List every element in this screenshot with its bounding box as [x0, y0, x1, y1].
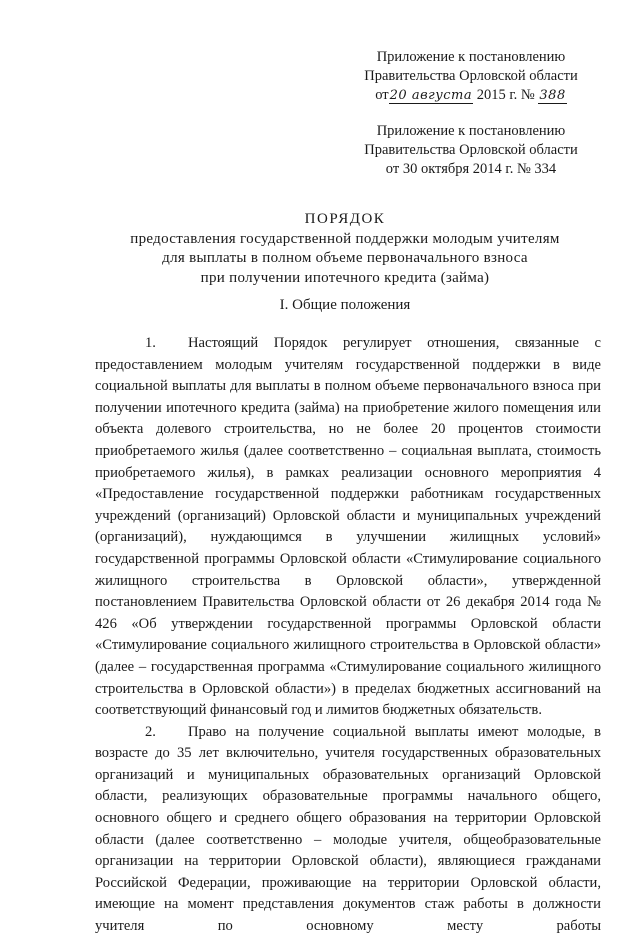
handwritten-date: 20 августа [389, 88, 473, 103]
original-approval-header [340, 122, 602, 179]
title-line-3: при получении ипотечного кредита (займа) [200, 269, 490, 286]
paragraph-2-number: 2. [145, 723, 156, 740]
handwritten-number: 388 [539, 88, 566, 103]
document-title [70, 210, 620, 288]
header-line-1: Приложение к постановлению [376, 49, 566, 65]
header2-line-2: Правительства Орловской области [364, 142, 578, 158]
paragraph-1 [95, 333, 601, 722]
header2-line-1: Приложение к постановлению [376, 123, 566, 139]
header-line-2: Правительства Орловской области [364, 68, 578, 84]
date-prefix: от [375, 87, 389, 103]
title-line-1: предоставления государственной поддержки молодым учителям [130, 230, 560, 247]
title-line-2: для выплаты в полном объеме первоначального взноса [162, 250, 528, 266]
paragraph-1-number: 1. [145, 335, 156, 351]
header2-line-3: от 30 октября 2014 г. № 334 [385, 161, 557, 177]
year-text: 2015 г. № [476, 87, 535, 103]
paragraph-2-text: Право на получение социальной выплаты имеют молодые, в возрасте до 35 лет включительно, учителя государственных образовательных организаций и муниципальных образовательных организаций Орловской области, реализующих образовательные программы начального общего, основного общего и среднего общего образования на территории Орловской области (далее соответственно – молодые учителя, общеобразовательные организации на территории Орловской области), являющиеся гражданами Российской Федерации, проживающие на территории Орловской области, имеющие на момент представления документов стаж работы в должности учителя по основному месту работы [95, 723, 601, 935]
header-date-line [340, 86, 602, 105]
document-body [95, 333, 601, 935]
section-heading: I. Общие положения [279, 297, 411, 313]
paragraph-1-text: Настоящий Порядок регулирует отношения, связанные с предоставлением молодым учителям государственной поддержки в виде социальной выплаты для выплаты в полном объеме первоначального взноса при получении ипотечного кредита (займа) на приобретение жилого помещения или объекта долевого строительства, но не более 20 процентов стоимости приобретаемого жилья (далее соответственно – социальная выплата, стоимость приобретаемого жилья), в рамках реализации основного мероприятия 4 «Предоставление государственной поддержки работникам государственных учреждений (организаций) Орловской области и муниципальных учреждений (организаций), нуждающимся в улучшении жилищных условий» государственной программы Орловской области «Стимулирование социального жилищного строительства в Орловской области», утвержденной постановлением Правительства Орловской области от 26 декабря 2014 года № 426 «Об утверждении государственной программы Орловской области «Стимулирование социального жилищного строительства в Орловской области» (далее – государственная программа «Стимулирование социального жилищного строительства в Орловской области») в пределах бюджетных ассигнований на соответствующий финансовый год и лимитов бюджетных обязательств. [95, 335, 601, 719]
approval-header [340, 48, 602, 105]
paragraph-2 [95, 722, 601, 935]
title-main: ПОРЯДОК [304, 211, 386, 227]
